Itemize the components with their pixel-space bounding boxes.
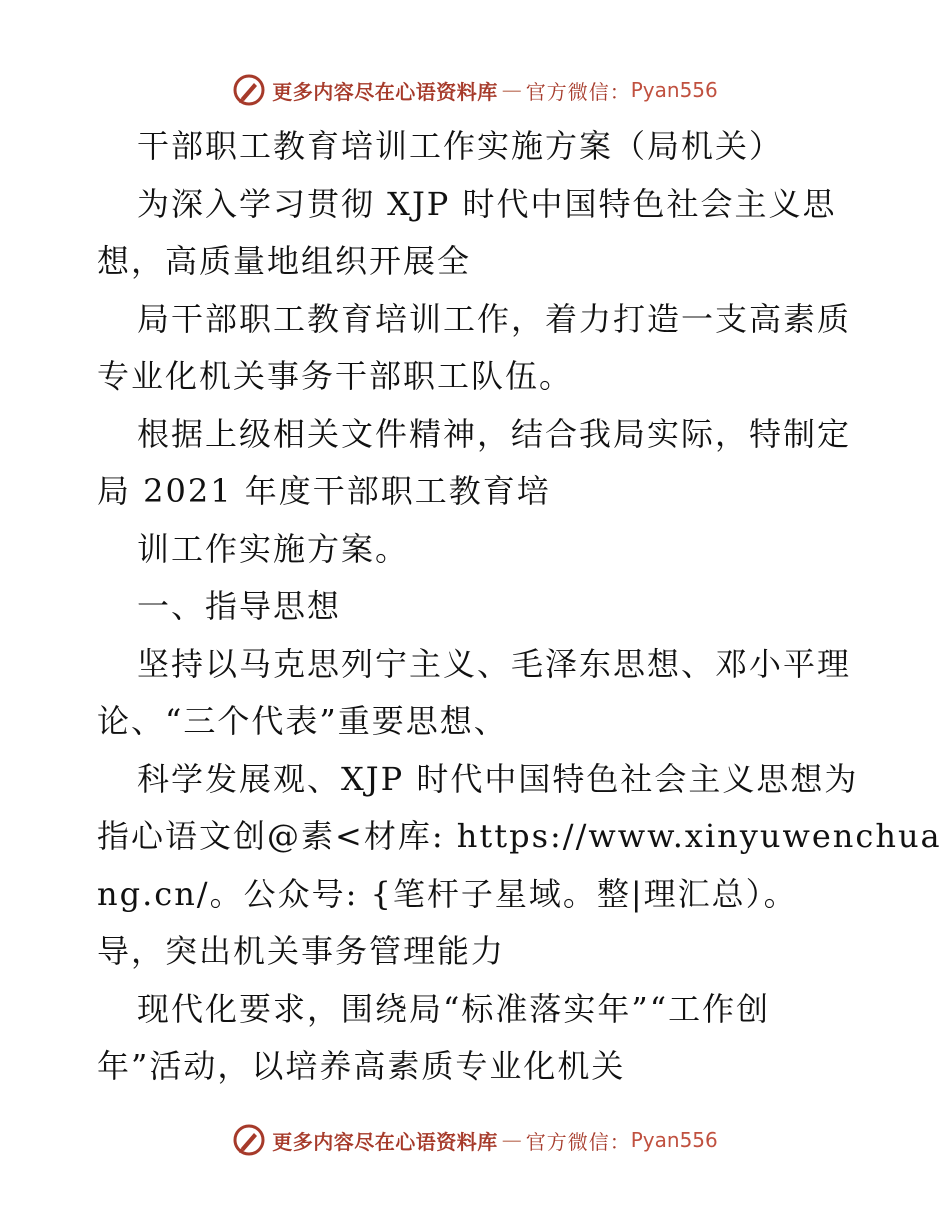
doc-title: 干部职工教育培训工作实施方案（局机关） — [137, 127, 784, 165]
doc-line: 根据上级相关文件精神，结合我局实际，特制定 — [137, 414, 852, 453]
doc-line: 年”活动，以培养高素质专业化机关 — [97, 1047, 626, 1085]
doc-line: 科学发展观、XJP 时代中国特色社会主义思想为 — [137, 759, 859, 798]
watermark-wechat-id: Pyan556 — [630, 1128, 718, 1152]
watermark-sub-text: 官方微信： — [525, 1129, 631, 1154]
doc-line: 坚持以马克思列宁主义、毛泽东思想、邓小平理 — [137, 644, 852, 683]
doc-line: 专业化机关事务干部职工队伍。 — [97, 357, 574, 395]
doc-line: 现代化要求，围绕局“标准落实年”“工作创 — [137, 989, 771, 1028]
doc-line: 训工作实施方案。 — [137, 529, 410, 568]
doc-line: 局 2021 年度干部职工教育培 — [97, 472, 551, 510]
watermark-main-text: 更多内容尽在心语资料库 — [272, 1129, 498, 1154]
doc-line: 导，突出机关事务管理能力 — [97, 932, 506, 970]
watermark-main-text: 更多内容尽在心语资料库 — [272, 79, 498, 104]
pen-logo-icon — [232, 73, 266, 107]
section-heading: 一、指导思想 — [137, 587, 342, 625]
watermark-dash: — — [501, 78, 522, 102]
doc-line: 论、“三个代表”重要思想、 — [97, 702, 508, 740]
watermark-wechat-id: Pyan556 — [630, 78, 718, 102]
doc-line: ng.cn/。公众号: {笔杆子星域。整|理汇总）。 — [97, 874, 798, 913]
pen-logo-icon — [232, 1123, 266, 1157]
header-watermark — [0, 70, 950, 110]
footer-watermark — [0, 1120, 950, 1160]
doc-line: 为深入学习贯彻 XJP 时代中国特色社会主义思 — [137, 184, 837, 223]
doc-line: 局干部职工教育培训工作，着力打造一支高素质 — [137, 299, 852, 338]
watermark-dash: — — [501, 1128, 522, 1152]
doc-line: 想，高质量地组织开展全 — [97, 242, 472, 280]
document-body — [97, 118, 942, 1096]
watermark-sub-text: 官方微信： — [525, 79, 631, 104]
doc-line: 指心语文创@素<材库: https://www.xinyuwenchua — [97, 817, 942, 855]
